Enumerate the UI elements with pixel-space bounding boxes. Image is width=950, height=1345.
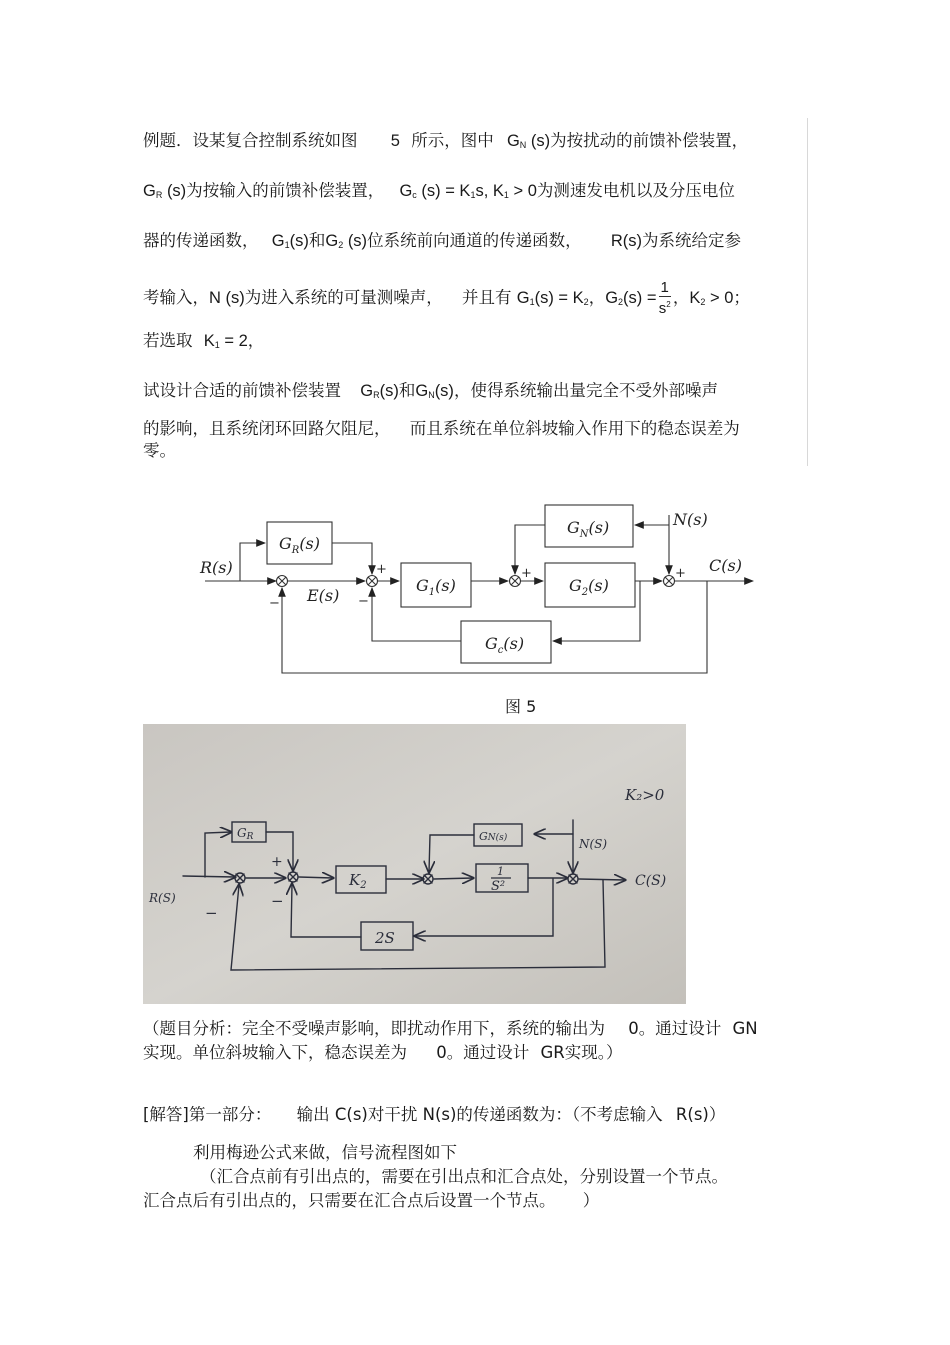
summing-junction-2 [367,576,378,587]
sketch-label-one: 1 [497,865,504,878]
text: 并且有 [462,288,512,307]
answer-line-1 [143,1104,725,1126]
math-gn-2: $G_N(s)$ [415,382,454,400]
math-g1: $G_1(s)$ [271,232,309,250]
text: 为按扰动的前馈补偿装置， [550,131,749,150]
math-g2: $G_2$ (s) [325,232,368,250]
text: 考输入， [143,288,209,307]
text: 和 [398,381,416,400]
figure-number: 5 [390,132,400,150]
text: 例题．设某复合控制系统如图 [143,131,358,150]
sketch-label-gr: GR [237,826,254,842]
sign-plus-3: + [675,566,686,581]
math-k2-cond: ，$K_2 > 0$； [672,289,750,307]
sketch-label-k2: $K_2$ [349,871,367,891]
text: 为进入系统的可量测噪声， [244,288,443,307]
text: R(s)） [675,1105,726,1124]
summing-junction-1 [277,576,288,587]
text: 为测速发电机以及分压电位 [536,181,735,200]
label-g2: $G_2(s)$ [569,576,609,598]
answer-line-4 [143,1190,599,1212]
text: GN [732,1019,758,1038]
sketch-label-2s: 2S [375,929,395,947]
label-gr: $G_R(s)$ [279,534,321,556]
problem-line-6 [143,380,718,406]
analysis-line-2 [143,1042,623,1064]
label-cs: C(s) [709,556,742,575]
text: 的影响，且系统闭环回路欠阻尼， [143,419,391,438]
problem-statement [143,118,808,466]
sign-minus-1: − [269,596,280,611]
text: 实现。单位斜坡输入下，稳态误差为 [143,1043,407,1062]
problem-line-3 [143,230,741,256]
sketch-sign-minus-1: − [205,904,218,922]
text: GR实现。） [540,1043,623,1062]
math-gc: $G_c$ $(s) = K_1s$, $K_1 > 0$ [399,182,537,200]
text: 0。通过设计 [436,1043,530,1062]
math-ns: N (s) [209,289,245,307]
math-k1: $K_1 = 2$， [203,332,265,350]
summing-junction-4 [664,576,675,587]
math-gn: $G_N$ (s) [506,132,551,150]
text: 0。通过设计 [628,1019,722,1038]
math-rs: R(s) [610,232,642,250]
sketch-label-cs: C(S) [635,873,667,889]
label-gc: $G_c(s)$ [485,634,525,656]
text: 零。 [143,441,176,460]
label-ns: N(s) [673,510,708,529]
sketch-label-rs: R(S) [149,891,176,905]
text: 而且系统在单位斜坡输入作用下的稳态误差为 [409,419,740,438]
sketch-sign-plus: + [271,854,283,870]
problem-line-1 [143,130,748,156]
math-gr-2: $G_R(s)$ [360,382,399,400]
text: 试设计合适的前馈补偿装置 [143,381,341,400]
math-g1-eq: $G_1(s) = K_2$，$G_2(s)$ = [516,289,657,307]
text: 和 [308,231,326,250]
problem-line-7 [143,418,740,440]
problem-line-4 [143,280,750,317]
sign-minus-2: − [358,594,369,609]
text: 输出 C(s)对干扰 N(s)的传递函数为：（不考虑输入 [296,1105,663,1124]
answer-line-2: 利用梅逊公式来做，信号流程图如下 [193,1143,457,1162]
text: ） [582,1191,600,1210]
sketch-label-gn: GN(s) [479,830,508,843]
sketch-label-ns: N(S) [579,837,608,851]
sign-plus-1: + [376,562,387,577]
block-diagram [195,495,765,685]
answer-line-3: （汇合点前有引出点的，需要在引出点和汇合点处，分别设置一个节点。 [200,1167,728,1186]
problem-line-8 [143,440,176,462]
text: ，使得系统输出量完全不受外部噪声 [453,381,718,400]
text: 为按输入的前馈补偿装置， [186,181,385,200]
math-gr: $G_R$ (s) [143,182,187,200]
text: 若选取 [143,331,193,350]
text: 位系统前向通道的传递函数， [367,231,582,250]
text: 所示，图中 [411,131,494,150]
sketch-sign-minus-2: − [271,892,284,910]
label-es: E(s) [307,586,340,605]
label-rs: R(s) [200,558,233,577]
text: （题目分析：完全不受噪声影响，即扰动作用下，系统的输出为 [143,1019,605,1038]
sketch-label-s2: S² [491,879,506,894]
text: 汇合点后有引出点的，只需要在汇合点后设置一个节点。 [143,1191,556,1210]
figure-caption: 图 5 [505,697,537,716]
label-g1: $G_1(s)$ [416,576,456,598]
sketch-k2-condition: K₂>0 [625,786,665,804]
text: 器的传递函数， [143,231,259,250]
analysis-line-1 [143,1018,758,1040]
handwritten-sketch-photo [143,724,686,1004]
fraction-1-over-s2: $\frac{1}{s^2}$ [658,279,671,317]
problem-line-5 [143,330,264,356]
sign-plus-2: + [521,566,532,581]
text: [解答]第一部分： [143,1105,272,1124]
problem-line-2 [143,180,735,206]
text: 为系统给定参 [641,231,741,250]
label-gn: $G_N(s)$ [567,518,610,540]
summing-junction-3 [510,576,521,587]
